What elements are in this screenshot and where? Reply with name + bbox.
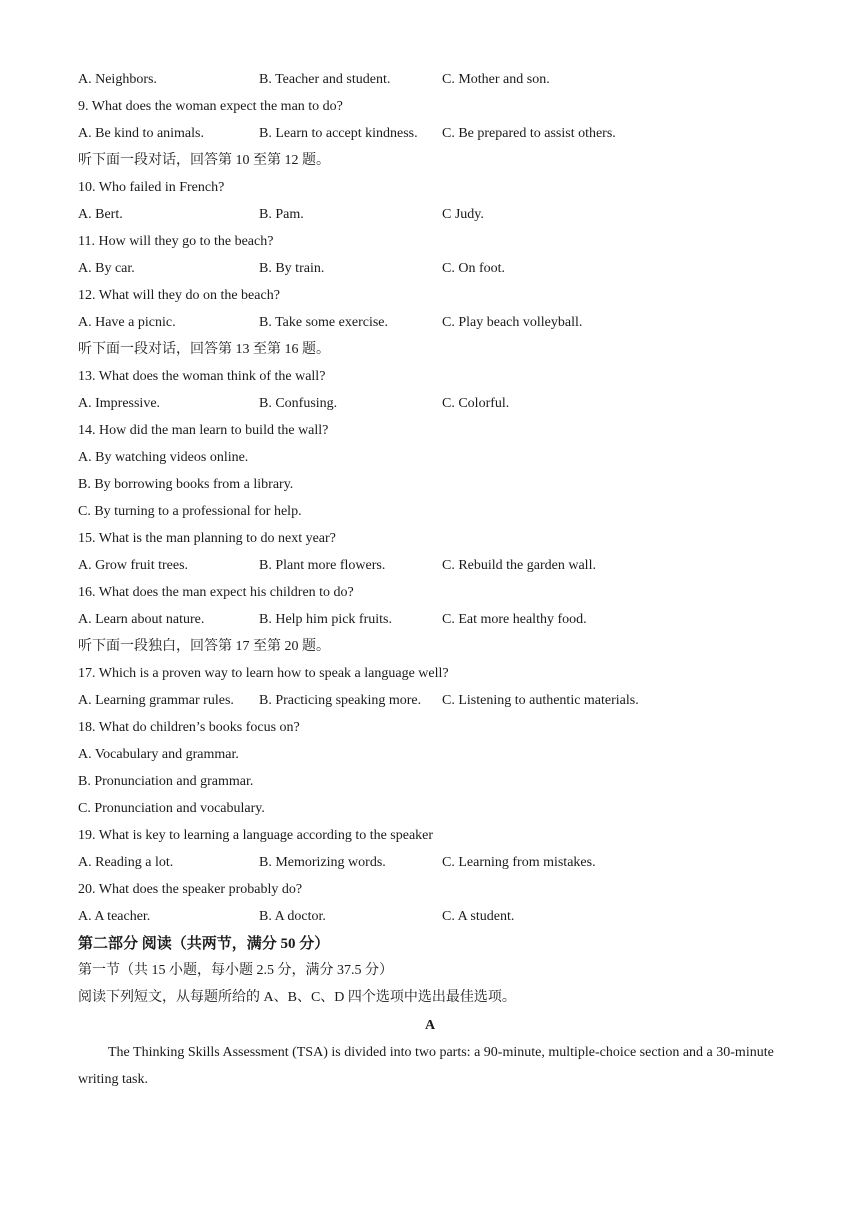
option-text: B. Confusing. (259, 396, 338, 411)
text-line: 阅读下列短文，从每题所给的 A、B、C、D 四个选项中选出最佳选项。 (78, 990, 516, 1005)
option-text: A. A teacher. (78, 909, 151, 924)
text-line: 听下面一段独白，回答第 17 至第 20 题。 (78, 639, 330, 654)
option-text: A. Neighbors. (78, 72, 157, 87)
text-line: B. Pronunciation and grammar. (78, 774, 254, 789)
option-text: C. Eat more healthy food. (442, 612, 587, 627)
text-line: 10. Who failed in French? (78, 180, 225, 195)
text-line: C. Pronunciation and vocabulary. (78, 801, 265, 816)
text-line: 16. What does the man expect his children to do? (78, 585, 354, 600)
option-text: A. Bert. (78, 207, 123, 222)
option-text: C. On foot. (442, 261, 505, 276)
option-text: A. By car. (78, 261, 135, 276)
section-heading: 第二部分 阅读（共两节，满分 50 分） (78, 936, 330, 952)
option-text: B. Practicing speaking more. (259, 693, 422, 708)
text-line: 9. What does the woman expect the man to do? (78, 99, 343, 114)
text-line: 14. How did the man learn to build the wall? (78, 423, 329, 438)
option-text: A. Be kind to animals. (78, 126, 204, 141)
option-text: A. Reading a lot. (78, 855, 174, 870)
option-text: A. Have a picnic. (78, 315, 176, 330)
option-text: B. Plant more flowers. (259, 558, 386, 573)
text-line: 11. How will they go to the beach? (78, 234, 274, 249)
option-text: B. By train. (259, 261, 325, 276)
text-line: 15. What is the man planning to do next year? (78, 531, 336, 546)
text-line: B. By borrowing books from a library. (78, 477, 294, 492)
text-line: 第一节（共 15 小题，每小题 2.5 分，满分 37.5 分） (78, 963, 393, 978)
section-letter: A (424, 1018, 436, 1033)
text-line: C. By turning to a professional for help. (78, 504, 302, 519)
text-line: 17. Which is a proven way to learn how to speak a language well? (78, 666, 449, 681)
option-text: B. A doctor. (259, 909, 326, 924)
option-text: B. Take some exercise. (259, 315, 388, 330)
option-text: B. Pam. (259, 207, 304, 222)
option-text: C. Play beach volleyball. (442, 315, 583, 330)
text-line: 听下面一段对话，回答第 13 至第 16 题。 (78, 342, 330, 357)
option-text: A. Learn about nature. (78, 612, 205, 627)
text-line: 13. What does the woman think of the wall? (78, 369, 326, 384)
text-line: 19. What is key to learning a language according to the speaker (78, 828, 434, 843)
option-text: C. Colorful. (442, 396, 510, 411)
option-text: C. Rebuild the garden wall. (442, 558, 596, 573)
text-line: 听下面一段对话，回答第 10 至第 12 题。 (78, 153, 330, 168)
option-text: B. Help him pick fruits. (259, 612, 392, 627)
text-line: 20. What does the speaker probably do? (78, 882, 303, 897)
text-line: A. By watching videos online. (78, 450, 249, 465)
option-text: C. A student. (442, 909, 515, 924)
text-line: 12. What will they do on the beach? (78, 288, 280, 303)
passage-paragraph: The Thinking Skills Assessment (TSA) is divided into two parts: a 90-minute, multiple-choice section and a 30-minute writing task. (78, 1045, 774, 1087)
option-text: B. Memorizing words. (259, 855, 386, 870)
option-text: C. Be prepared to assist others. (442, 126, 616, 141)
text-line: 18. What do children’s books focus on? (78, 720, 300, 735)
option-text: C. Learning from mistakes. (442, 855, 596, 870)
option-text: C. Mother and son. (442, 72, 550, 87)
option-text: B. Teacher and student. (259, 72, 391, 87)
option-text: B. Learn to accept kindness. (259, 126, 418, 141)
option-text: A. Grow fruit trees. (78, 558, 189, 573)
text-line: A. Vocabulary and grammar. (78, 747, 239, 762)
option-text: C Judy. (442, 207, 484, 222)
option-text: A. Learning grammar rules. (78, 693, 234, 708)
option-text: A. Impressive. (78, 396, 161, 411)
option-text: C. Listening to authentic materials. (442, 693, 639, 708)
